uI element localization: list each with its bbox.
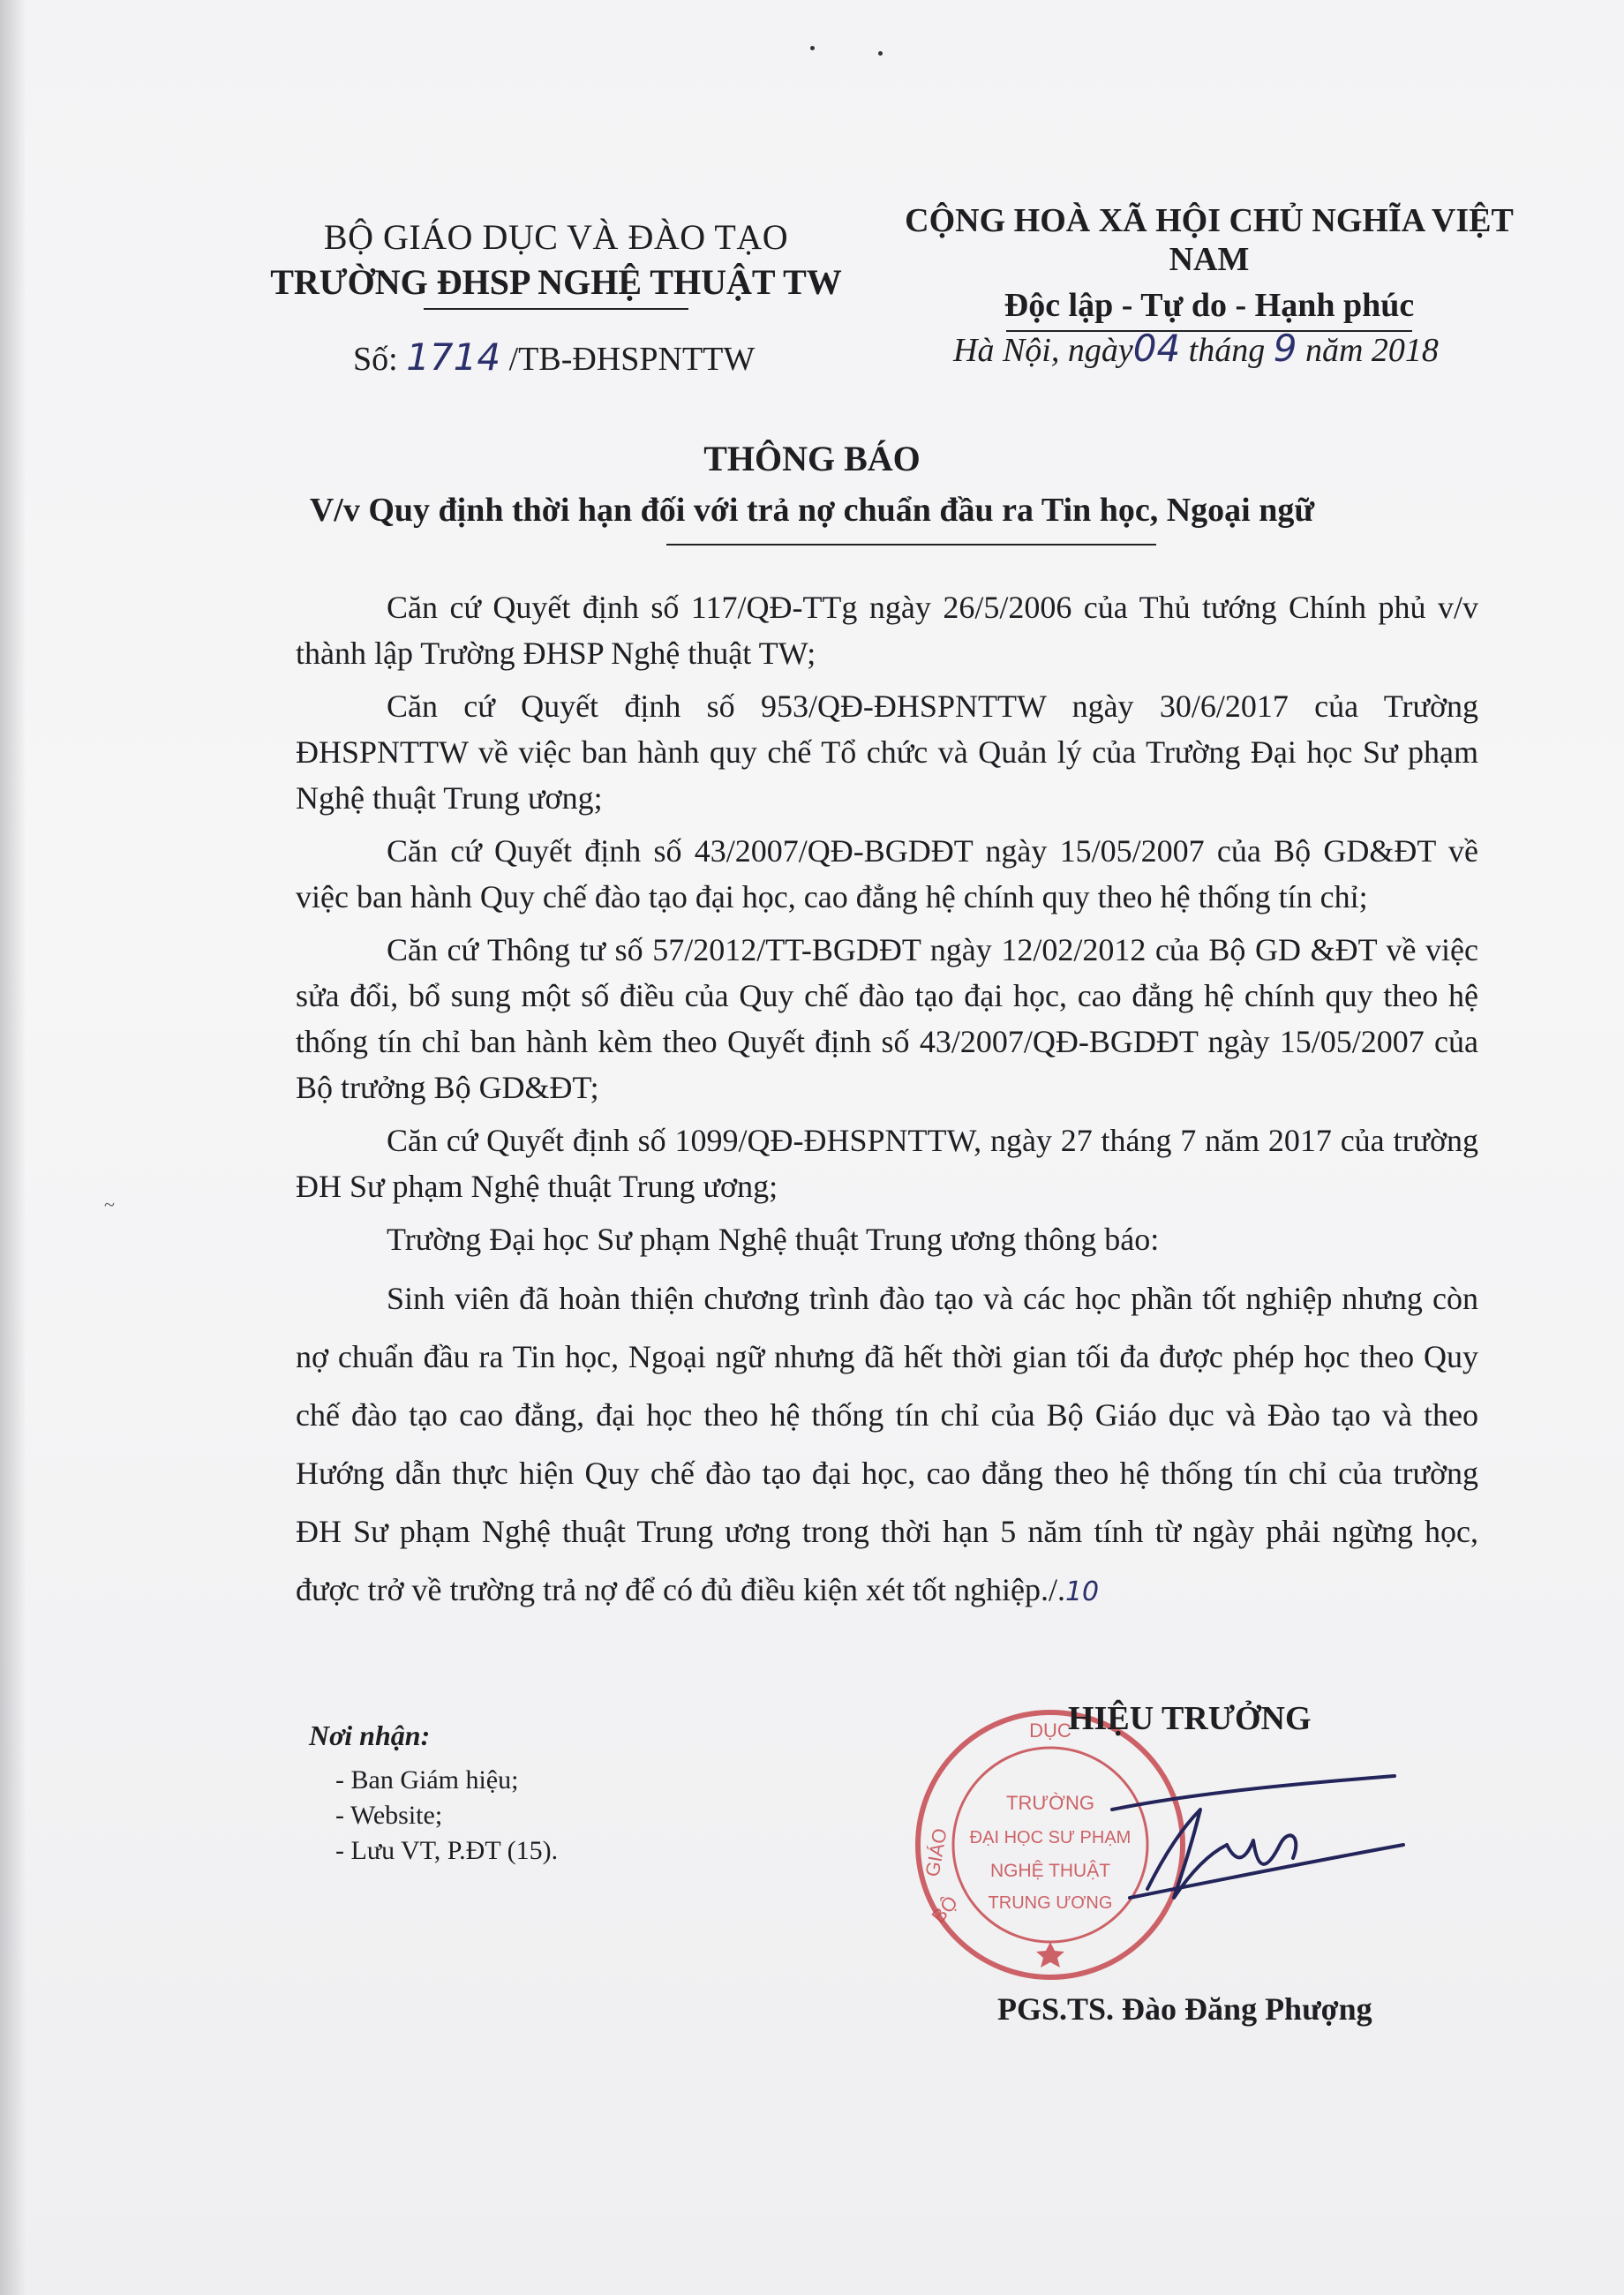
doc-number-suffix: /TB-ĐHSPNTTW (500, 341, 756, 378)
recipient-item: - Lưu VT, P.ĐT (15). (335, 1836, 559, 1865)
signer-title: HIỆU TRƯỞNG (1068, 1700, 1312, 1737)
date-line (953, 327, 1439, 370)
signer-name: PGS.TS. Đào Đăng Phượng (997, 1991, 1372, 2027)
document-body (296, 584, 1478, 1629)
subject-underline (666, 544, 1156, 546)
seal-ring-top: DỤC (1029, 1719, 1071, 1742)
legal-basis-1: Căn cứ Quyết định số 117/QĐ-TTg ngày 26/5/2006 của Thủ tướng Chính phủ v/v thành lập Trường ĐHSP Nghệ thuật TW; (296, 590, 1478, 671)
announcement-text: Sinh viên đã hoàn thiện chương trình đào tạo và các học phần tốt nghiệp nhưng còn nợ chuẩn đầu ra Tin học, Ngoại ngữ nhưng đã hết thời gian tối đa được phép học theo Quy chế đào tạo cao đẳng, đại học theo hệ thống tín chỉ của Bộ Giáo dục và Đào tạo và theo Hướng dẫn thực hiện Quy chế đào tạo đại học, cao đẳng theo hệ thống tín chỉ của trường ĐH Sư phạm Nghệ thuật Trung ương trong thời hạn 5 năm tính từ ngày phải ngừng học, được trở về trường trả nợ để có đủ điều kiện xét tốt nghiệp./. (296, 1281, 1478, 1607)
national-header (874, 201, 1545, 332)
issuer-block (265, 216, 847, 310)
doc-number-handwritten: 1714 (406, 335, 501, 379)
margin-mark: ~ (104, 1193, 115, 1215)
school-underline (424, 308, 688, 310)
legal-basis-3: Căn cứ Quyết định số 43/2007/QĐ-BGDĐT ngày 15/05/2007 của Bộ GD&ĐT về việc ban hành Quy chế đào tạo đại học, cao đẳng hệ chính quy theo hệ thống tín chỉ; (296, 833, 1478, 914)
announcement-content (296, 1269, 1478, 1622)
handwritten-mark: 10 (1064, 1576, 1100, 1607)
legal-basis-2: Căn cứ Quyết định số 953/QĐ-ĐHSPNTTW ngày 30/6/2017 của Trường ĐHSPNTTW về việc ban hành quy chế Tổ chức và Quản lý của Trường Đại học Sư phạm Nghệ thuật Trung ương; (296, 688, 1478, 816)
doc-number-prefix: Số: (353, 341, 407, 378)
document-title: THÔNG BÁO (703, 439, 921, 478)
document-subject: V/v Quy định thời hạn đối với trả nợ chuẩn đầu ra Tin học, Ngoại ngữ (309, 492, 1315, 529)
seal-line-4: TRUNG ƯƠNG (988, 1893, 1113, 1913)
school-name: TRƯỜNG ĐHSP NGHỆ THUẬT TW (270, 262, 842, 302)
recipient-item: - Ban Giám hiệu; (335, 1765, 519, 1795)
recipients-block (309, 1719, 558, 1869)
national-motto: Độc lập - Tự do - Hạnh phúc (1004, 287, 1415, 324)
recipient-item: - Website; (335, 1801, 443, 1830)
announcement-intro: Trường Đại học Sư phạm Nghệ thuật Trung ương thông báo: (387, 1222, 1160, 1257)
recipients-label: Nơi nhận: (309, 1719, 431, 1751)
legal-basis-4: Căn cứ Thông tư số 57/2012/TT-BGDĐT ngày 12/02/2012 của Bộ GD &ĐT về việc sửa đổi, bổ sung một số điều của Quy chế đào tạo đại học, cao đẳng hệ chính quy theo hệ thống tín chỉ ban hành kèm theo Quyết định số 43/2007/QĐ-BGDĐT ngày 15/05/2007 của Bộ trưởng Bộ GD&ĐT; (296, 932, 1478, 1105)
date-place: Hà Nội, ngày (953, 332, 1133, 369)
seal-ring-left: GIÁO (921, 1826, 951, 1878)
nation-name: CỘNG HOÀ XÃ HỘI CHỦ NGHĨA VIỆT NAM (905, 202, 1514, 278)
seal-line-1: TRƯỜNG (1006, 1792, 1094, 1814)
document-number (353, 335, 755, 379)
scan-speck (878, 51, 883, 56)
date-month-handwritten: 9 (1273, 327, 1297, 370)
seal-line-2: ĐẠI HỌC SƯ PHẠM (969, 1828, 1132, 1847)
legal-basis-5: Căn cứ Quyết định số 1099/QĐ-ĐHSPNTTW, ngày 27 tháng 7 năm 2017 của trường ĐH Sư phạm Nghệ thuật Trung ương; (296, 1123, 1478, 1204)
seal-star-icon (1036, 1942, 1064, 1968)
handwritten-signature (1094, 1757, 1412, 1933)
date-day-handwritten: 04 (1132, 327, 1181, 370)
ministry-name: BỘ GIÁO DỤC VÀ ĐÀO TẠO (323, 217, 789, 257)
seal-ring-bottom: BỘ (927, 1891, 963, 1928)
seal-line-3: NGHỆ THUẬT (989, 1861, 1111, 1881)
scan-speck (810, 46, 815, 50)
date-month-label: tháng (1180, 332, 1274, 369)
date-year: năm 2018 (1297, 332, 1439, 369)
